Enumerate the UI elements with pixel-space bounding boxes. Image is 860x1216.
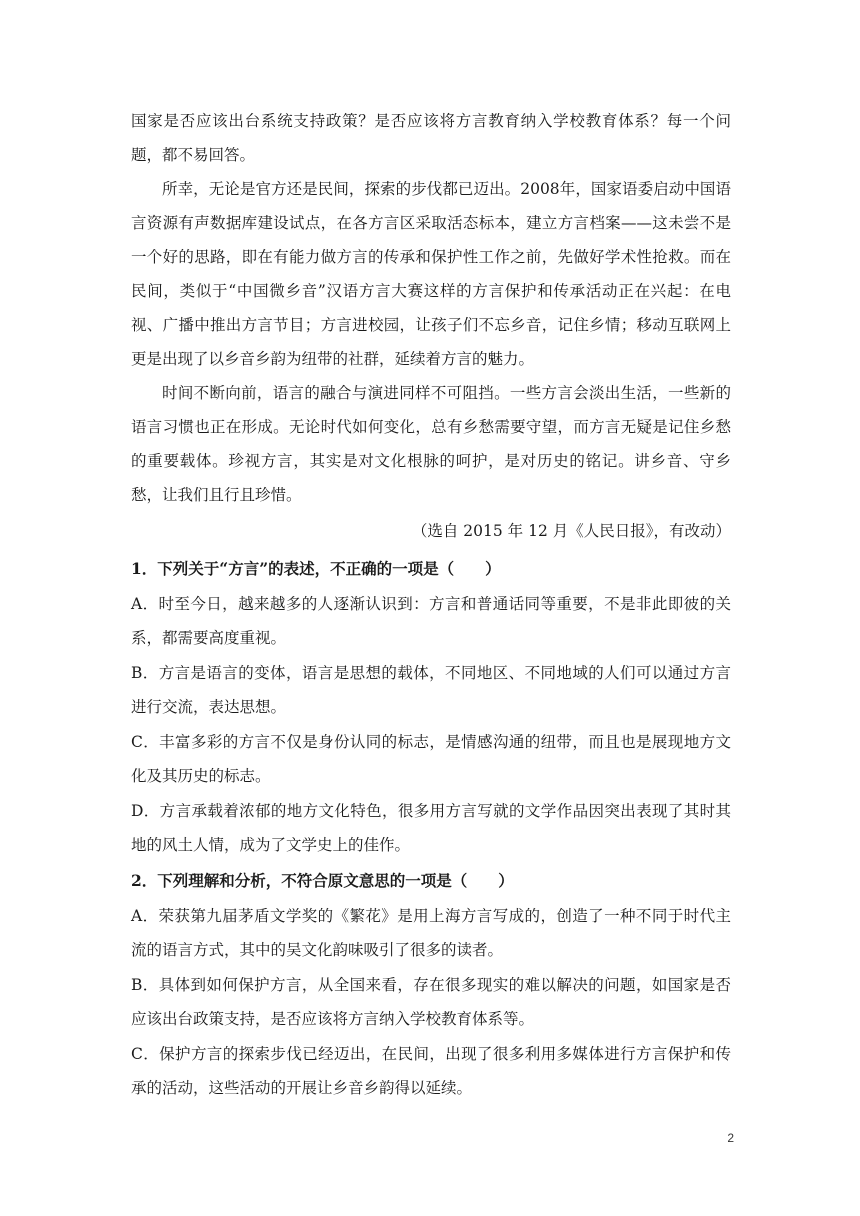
question-2-title: 2．下列理解和分析，不符合原文意思的一项是（ ） [131,871,514,890]
question-2-option-c: C．保护方言的探索步伐已经迈出，在民间，出现了很多利用多媒体进行方言保护和传承的活动，这些活动的开展让乡音乡韵得以延续。 [131,1045,731,1097]
question-2-option-b: B．具体到如何保护方言，从全国来看，存在很多现实的难以解决的问题，如国家是否应该出台政策支持，是否应该将方言纳入学校教育体系等。 [131,976,731,1028]
page-number: 2 [727,1131,734,1145]
source-citation: （选自 2015 年 12 月《人民日报》，有改动） [411,522,731,540]
question-2-option-a: A．荣获第九届茅盾文学奖的《繁花》是用上海方言写成的，创造了一种不同于时代主流的语言方式，其中的吴文化韵味吸引了很多的读者。 [131,907,731,959]
passage-paragraph-3: 时间不断向前，语言的融合与演进同样不可阻挡。一些方言会淡出生活，一些新的语言习惯也正在形成。无论时代如何变化，总有乡愁需要守望，而方言无疑是记住乡愁的重要载体。珍视方言，其实是对文化根脉的呵护，是对历史的铭记。讲乡音、守乡愁，让我们且行且珍惜。 [131,384,731,504]
question-1-option-a: A．时至今日，越来越多的人逐渐认识到：方言和普通话同等重要，不是非此即彼的关系，都需要高度重视。 [131,595,731,647]
question-1-option-d: D．方言承载着浓郁的地方文化特色，很多用方言写就的文学作品因突出表现了其时其地的风土人情，成为了文学史上的佳作。 [131,802,731,854]
question-1-option-b: B．方言是语言的变体，语言是思想的载体，不同地区、不同地域的人们可以通过方言进行交流，表达思想。 [131,664,731,716]
question-1-option-c: C．丰富多彩的方言不仅是身份认同的标志，是情感沟通的纽带，而且也是展现地方文化及其历史的标志。 [131,733,731,785]
question-1-title: 1．下列关于“方言”的表述，不正确的一项是（ ） [131,559,501,578]
passage-paragraph-1: 国家是否应该出台系统支持政策？是否应该将方言教育纳入学校教育体系？每一个问题，都不易回答。 [131,112,731,164]
passage-paragraph-2: 所幸，无论是官方还是民间，探索的步伐都已迈出。2008年，国家语委启动中国语言资源有声数据库建设试点，在各方言区采取活态标本，建立方言档案——这未尝不是一个好的思路，即在有能力做方言的传承和保护性工作之前，先做好学术性抢救。而在民间，类似于“中国微乡音”汉语方言大赛这样的方言保护和传承活动正在兴起：在电视、广播中推出方言节目；方言进校园，让孩子们不忘乡音，记住乡情；移动互联网上更是出现了以乡音乡韵为纽带的社群，延续着方言的魅力。 [131,180,731,368]
page-content [131,104,731,1105]
